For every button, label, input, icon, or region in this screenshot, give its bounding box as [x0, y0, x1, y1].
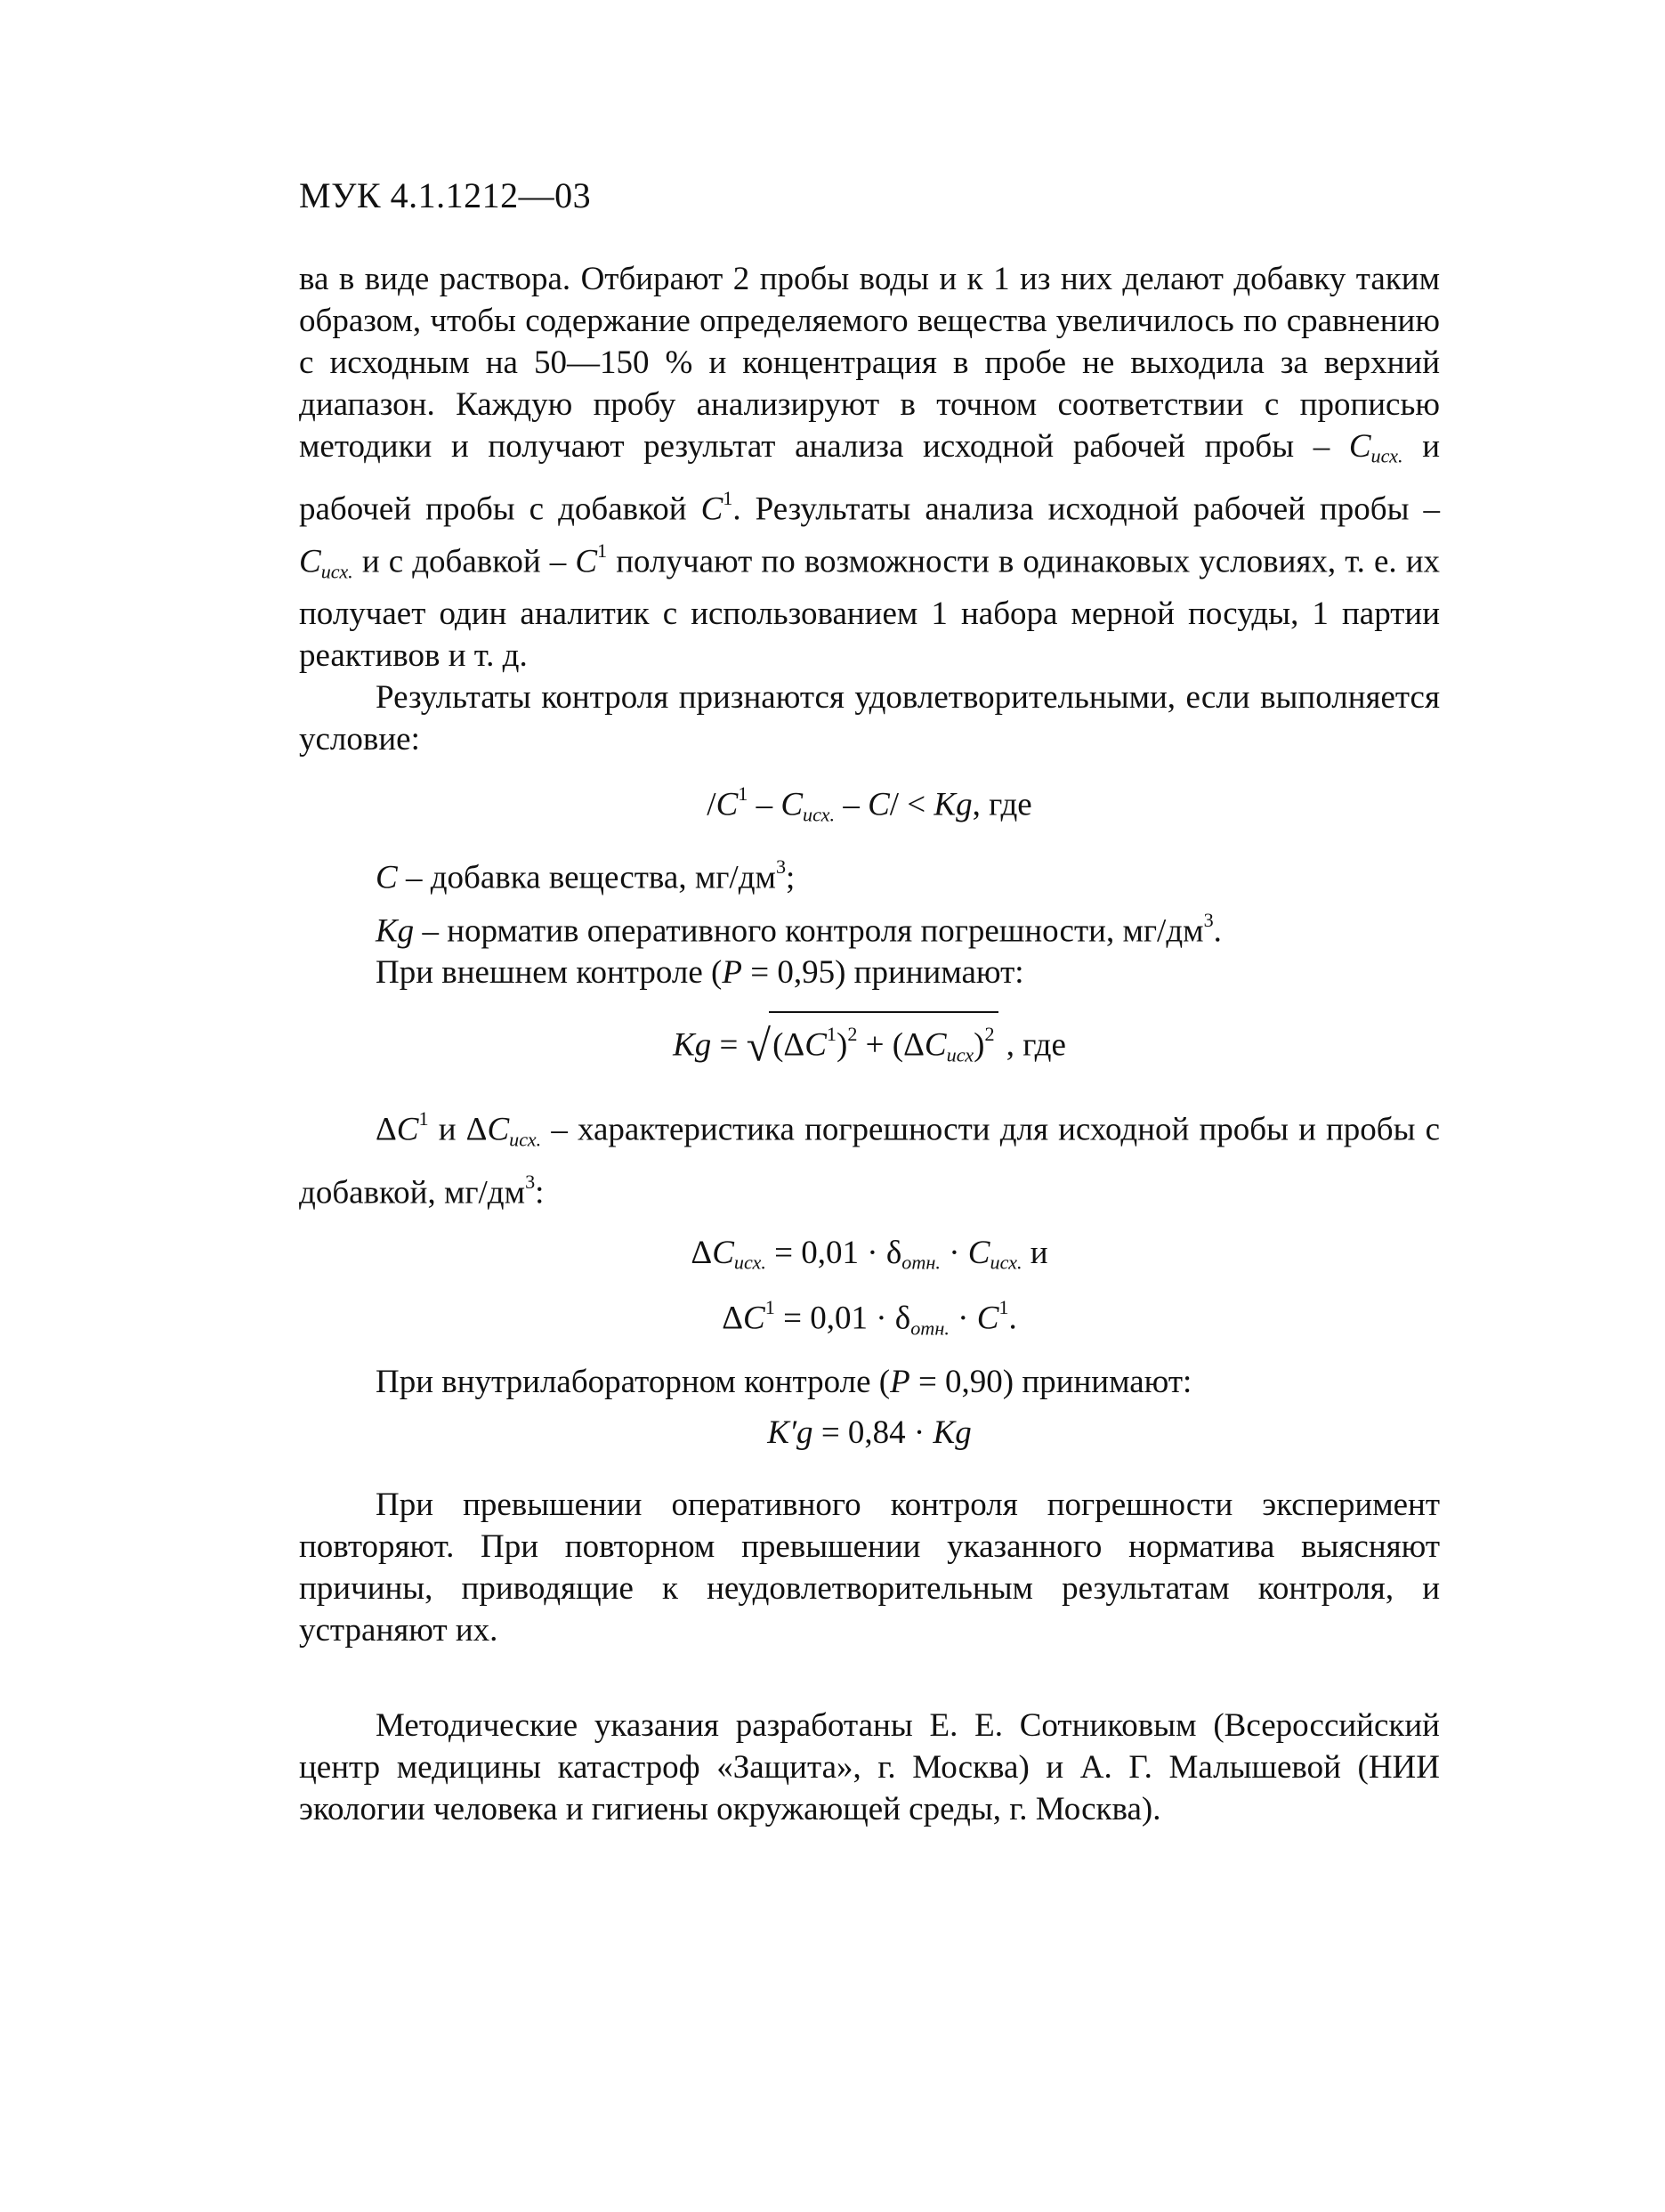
symbol-c: C — [743, 1300, 765, 1337]
superscript: 1 — [723, 486, 733, 509]
symbol-c: C — [299, 543, 321, 580]
text: Δ — [783, 1026, 805, 1064]
symbol-kg: Kg — [934, 786, 973, 823]
text: – добавка вещества, мг/дм — [405, 859, 776, 896]
formula-kg-sqrt: $Kg = √(\Delta C^1)^2 + (\Delta C_{исх})^2$ , где — [299, 1011, 1440, 1076]
text: Δ — [465, 1112, 488, 1149]
superscript: 1 — [998, 1296, 1009, 1319]
subscript: исх. — [1370, 444, 1403, 467]
spacer — [299, 1651, 1440, 1705]
paragraph-sample-procedure — [299, 258, 1440, 677]
symbol-c: C — [700, 490, 723, 528]
symbol-p: P — [890, 1364, 910, 1401]
paragraph-delta: $\Delta C^1$ и $\Delta C_{исх.}$ – характеристика погрешности для исходной пробы и пробы с добавкой, $мг/дм^3$: — [299, 1107, 1441, 1211]
text: где — [989, 786, 1032, 823]
text: и с добавкой – — [361, 543, 567, 580]
document-body — [299, 258, 1440, 1830]
subscript: исх. — [320, 560, 353, 583]
paragraph-credits: Методические указания разработаны Е. Е. Сотниковым (Всероссийский центр медицины катастроф «Защита», г. Москва) и А. Г. Малышевой (НИИ экологии человека и гигиены окружающей среды, г. Москва). — [299, 1707, 1440, 1828]
formula-delta-ish: $\Delta C_{исх.} = 0,01 \cdot \delta_{отн.} \cdot C_{исх.}$ и — [691, 1235, 1048, 1275]
symbol-c: C — [967, 1235, 990, 1272]
text: = 0,84 · — [820, 1414, 925, 1452]
document-header: МУК 4.1.1212—03 — [299, 175, 592, 215]
text: и — [1030, 1235, 1048, 1272]
symbol-kg: Kg — [933, 1414, 972, 1452]
paragraph-repeat: При превышении оперативного контроля погрешности эксперимент повторяют. При повторном превышении указанного норматива выясняют причины, приводящие к неудовлетворительным результатам контроля, и устраняют их. — [299, 1487, 1440, 1649]
definition-c: C – добавка вещества, $мг/дм^3$; — [376, 855, 796, 896]
text: При внешнем контроле ( — [376, 954, 723, 992]
symbol-c: C — [396, 1112, 419, 1149]
subscript: отн. — [910, 1317, 950, 1340]
definition-kg: Kg – норматив оперативного контроля погрешности, $мг/дм^3$. — [376, 908, 1222, 950]
superscript: 1 — [764, 1296, 775, 1319]
symbol-c: C — [976, 1300, 999, 1337]
symbol-c: C — [780, 786, 804, 823]
symbol-c: C — [715, 786, 739, 823]
text: Δ — [903, 1026, 925, 1064]
formula-condition: $/C^1 - C_{исх.} - C/ < Kg$, где — [707, 782, 1032, 825]
subscript: исх. — [803, 802, 836, 825]
subscript: исх — [946, 1043, 974, 1066]
text: = 0,90) принимают: — [917, 1364, 1192, 1401]
text: При внутрилабораторном контроле ( — [376, 1364, 891, 1401]
symbol-c: C — [1348, 428, 1371, 465]
text: = 0,01 · δ — [783, 1300, 911, 1337]
subscript: исх. — [990, 1252, 1022, 1275]
subscript: исх. — [509, 1128, 542, 1151]
text: Δ — [722, 1300, 744, 1337]
symbol-kpg: K′g — [767, 1414, 813, 1452]
text: – характеристика погрешности для исходной пробы и пробы с добавкой, мг/дм — [299, 1112, 1441, 1211]
superscript: 3 — [525, 1170, 536, 1193]
sqrt-icon: √ — [746, 1020, 772, 1071]
text: – норматив оперативного контроля погрешности, мг/дм — [422, 912, 1204, 950]
superscript: 1 — [738, 782, 748, 805]
paragraph-conditions: Результаты контроля признаются удовлетворительными, если выполняется условие: — [299, 678, 1440, 758]
formula-delta-c1: $\Delta C^1 = 0,01 \cdot \delta_{отн.} \cdot C^1$. — [722, 1296, 1017, 1340]
radicand: $(\Delta C^1)^2 + (\Delta C_{исх})^2$ — [769, 1011, 998, 1076]
symbol-kg: Kg — [673, 1026, 712, 1064]
subscript: отн. — [901, 1252, 941, 1275]
text: = 0,95) принимают: — [750, 954, 1024, 992]
symbol-c: C — [712, 1235, 734, 1272]
superscript: 3 — [775, 855, 787, 878]
superscript: 3 — [1203, 908, 1214, 931]
symbol-c: C — [804, 1026, 827, 1064]
symbol-kg: Kg — [376, 912, 415, 950]
symbol-c: C — [487, 1112, 510, 1149]
text: Δ — [376, 1112, 397, 1149]
superscript: 1 — [418, 1107, 429, 1130]
symbol-p: P — [722, 954, 742, 992]
text: получают по возможности в одинаковых условиях, т. е. их получает один аналитик с использованием 1 набора мерной посуды, 1 партии реактивов и т. д. — [299, 543, 1441, 674]
superscript: 1 — [597, 539, 608, 563]
external-control-line — [299, 952, 1440, 993]
text: ва в виде раствора. Отбирают 2 пробы воды и к 1 из них делают добавку таким образом, чтобы содержание определяемого вещества увеличилось по сравнению с исходным на 50—150 % и концентрация в пробе не выходила за верхний диапазон. Каждую пробу анализируют в точном соответствии с прописью методики и получают результат анализа исходной рабочей пробы – — [299, 261, 1440, 465]
text: Δ — [691, 1235, 713, 1272]
symbol-c: C — [575, 543, 598, 580]
superscript: 2 — [984, 1023, 995, 1046]
text: и — [438, 1112, 457, 1149]
superscript: 1 — [826, 1023, 837, 1046]
superscript: 2 — [847, 1023, 858, 1046]
symbol-c: C — [924, 1026, 947, 1064]
subscript: исх. — [733, 1252, 766, 1275]
text: . Результаты анализа исходной рабочей пробы – — [732, 490, 1440, 528]
internal-control-line — [299, 1361, 1440, 1403]
formula-kpg — [299, 1412, 1440, 1454]
text: , где — [1006, 1026, 1066, 1064]
text: и рабочей пробы с добавкой — [299, 428, 1441, 528]
symbol-c: C — [868, 786, 890, 823]
symbol-c: C — [376, 859, 398, 896]
text: = 0,01 · δ — [774, 1235, 902, 1272]
